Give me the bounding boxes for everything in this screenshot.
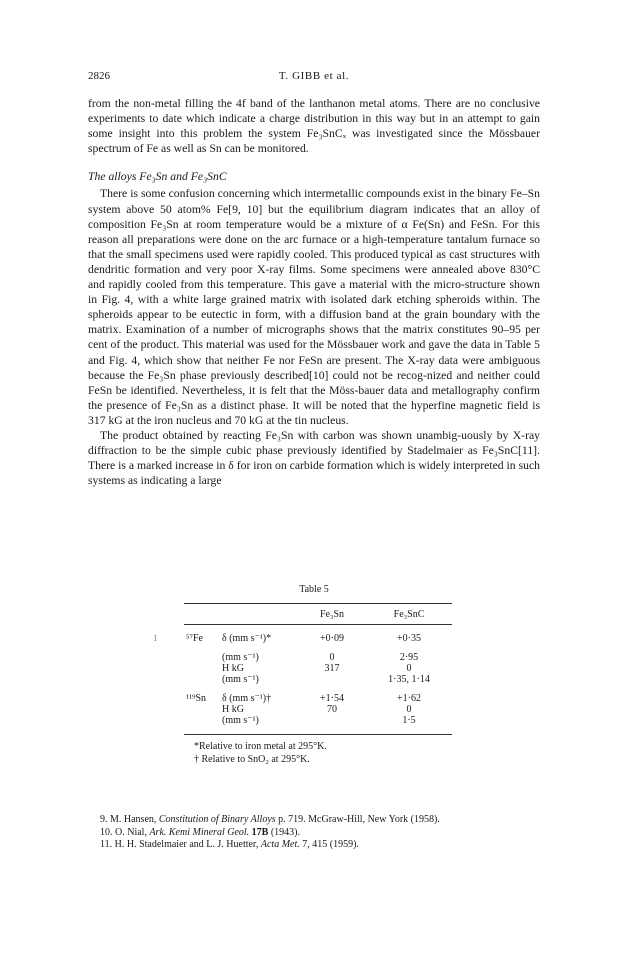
margin-mark: 1: [153, 633, 158, 643]
references: [100, 814, 540, 852]
body-text: [88, 96, 540, 488]
header-row: [184, 604, 452, 624]
footnote: *Relative to iron metal at 295°K.: [194, 741, 327, 752]
reference-item: 10. O. Nial, Ark. Kemi Mineral Geol. 17B (1943).: [100, 826, 300, 838]
table-footnotes: [194, 741, 540, 766]
table-row: ⁵⁷Fe δ (mm s⁻¹)* +0·09 +0·35: [186, 633, 421, 644]
paragraph-3: The product obtained by reacting Fe₃Sn with carbon was shown unambig-uously by X-ray diffraction to be the simple cubic phase previously identified by Stadelmaier as Fe₃SnC[11]. There is a marked increase in δ for iron on carbide formation which is widely interpreted in such systems as indicating a large: [88, 428, 540, 488]
isotope-label: ⁵⁷Fe: [186, 633, 203, 644]
isotope-label: ¹¹⁹Sn: [186, 693, 207, 704]
paragraph-1: from the non-metal filling the 4f band of the lanthanon metal atoms. There are no conclusive experiments to date which indicate a charge distribution in this way but in an attempt to gain some insight into this problem the system Fe₃SnCₓ was investigated since the Mössbauer spectrum of Fe as well as Sn can be monitored.: [88, 97, 540, 156]
reference-item: 11. H. H. Stadelmaier and L. J. Huetter, Acta Met. 7, 415 (1959).: [100, 839, 359, 851]
running-head: T. GIBB et al.: [278, 70, 350, 82]
table-row: H kG 70 0: [222, 704, 412, 715]
page-number: 2826: [88, 70, 110, 82]
table-row: (mm s⁻¹) 0 2·95: [222, 652, 419, 663]
table-5: [88, 584, 540, 766]
col-header-fe3sn: Fe₃Sn: [319, 609, 345, 620]
col-header-fe3snc: Fe₃SnC: [393, 609, 425, 620]
table-title: Table 5: [299, 584, 329, 595]
reference-item: 9. M. Hansen, Constitution of Binary Alloys p. 719. McGraw-Hill, New York (1958).: [100, 814, 440, 825]
page-header: [88, 70, 540, 86]
table-row: ¹¹⁹Sn δ (mm s⁻¹)† +1·54 +1·62: [186, 693, 421, 704]
data-table: [184, 604, 452, 624]
table-row: (mm s⁻¹) 1·35, 1·14: [222, 674, 430, 685]
table-row: (mm s⁻¹) 1·5: [222, 715, 416, 726]
table-bottom-rule: [184, 734, 452, 735]
paragraph-2: There is some confusion concerning which intermetallic compounds exist in the binary Fe–Sn system above 50 atom% Fe[9, 10] but the equilibrium diagram indicates that an alloy of composition Fe₃Sn at room temperature would be a mixture of α Fe(Sn) and FeSn. For this reason all preparations were done on the arc furnace or a high-temperature tantalum furnace so that the small specimens used were rapidly cooled. This produced typical as cast structures with dendritic formation and very poor X-ray films. Some specimens were annealed above 830°C and rapidly cooled from this temperature. This gave a material with the micro-structure shown in Fig. 4, with a white large grained matrix with isolated dark etching spheroids within. The spheroids appear to be eutectic in form, with a diffusion band at the grain boundary with the matrix. Examination of a number of micrographs shows that the matrix constitutes 90–95 per cent of the product. This material was used for the Mössbauer work and gave the data in Table 5 and Fig. 4, which show that neither Fe nor FeSn are present. The X-ray data were ambiguous because the Fe₃Sn phase previously described[10] could not be recog-nized and neither could FeSn be identified. Nevertheless, it is felt that the Möss-bauer data and metallography confirm the presence of Fe₃Sn as a distinct phase. It will be noted that the hyperfine magnetic field is 317 kG at the iron nucleus and 70 kG at the tin nucleus.: [88, 187, 540, 427]
section-title: The alloys Fe₃Sn and Fe₃SnC: [88, 170, 227, 184]
table-row: H kG 317 0: [222, 663, 412, 674]
footnote: † Relative to SnO₂ at 295°K.: [194, 753, 310, 765]
